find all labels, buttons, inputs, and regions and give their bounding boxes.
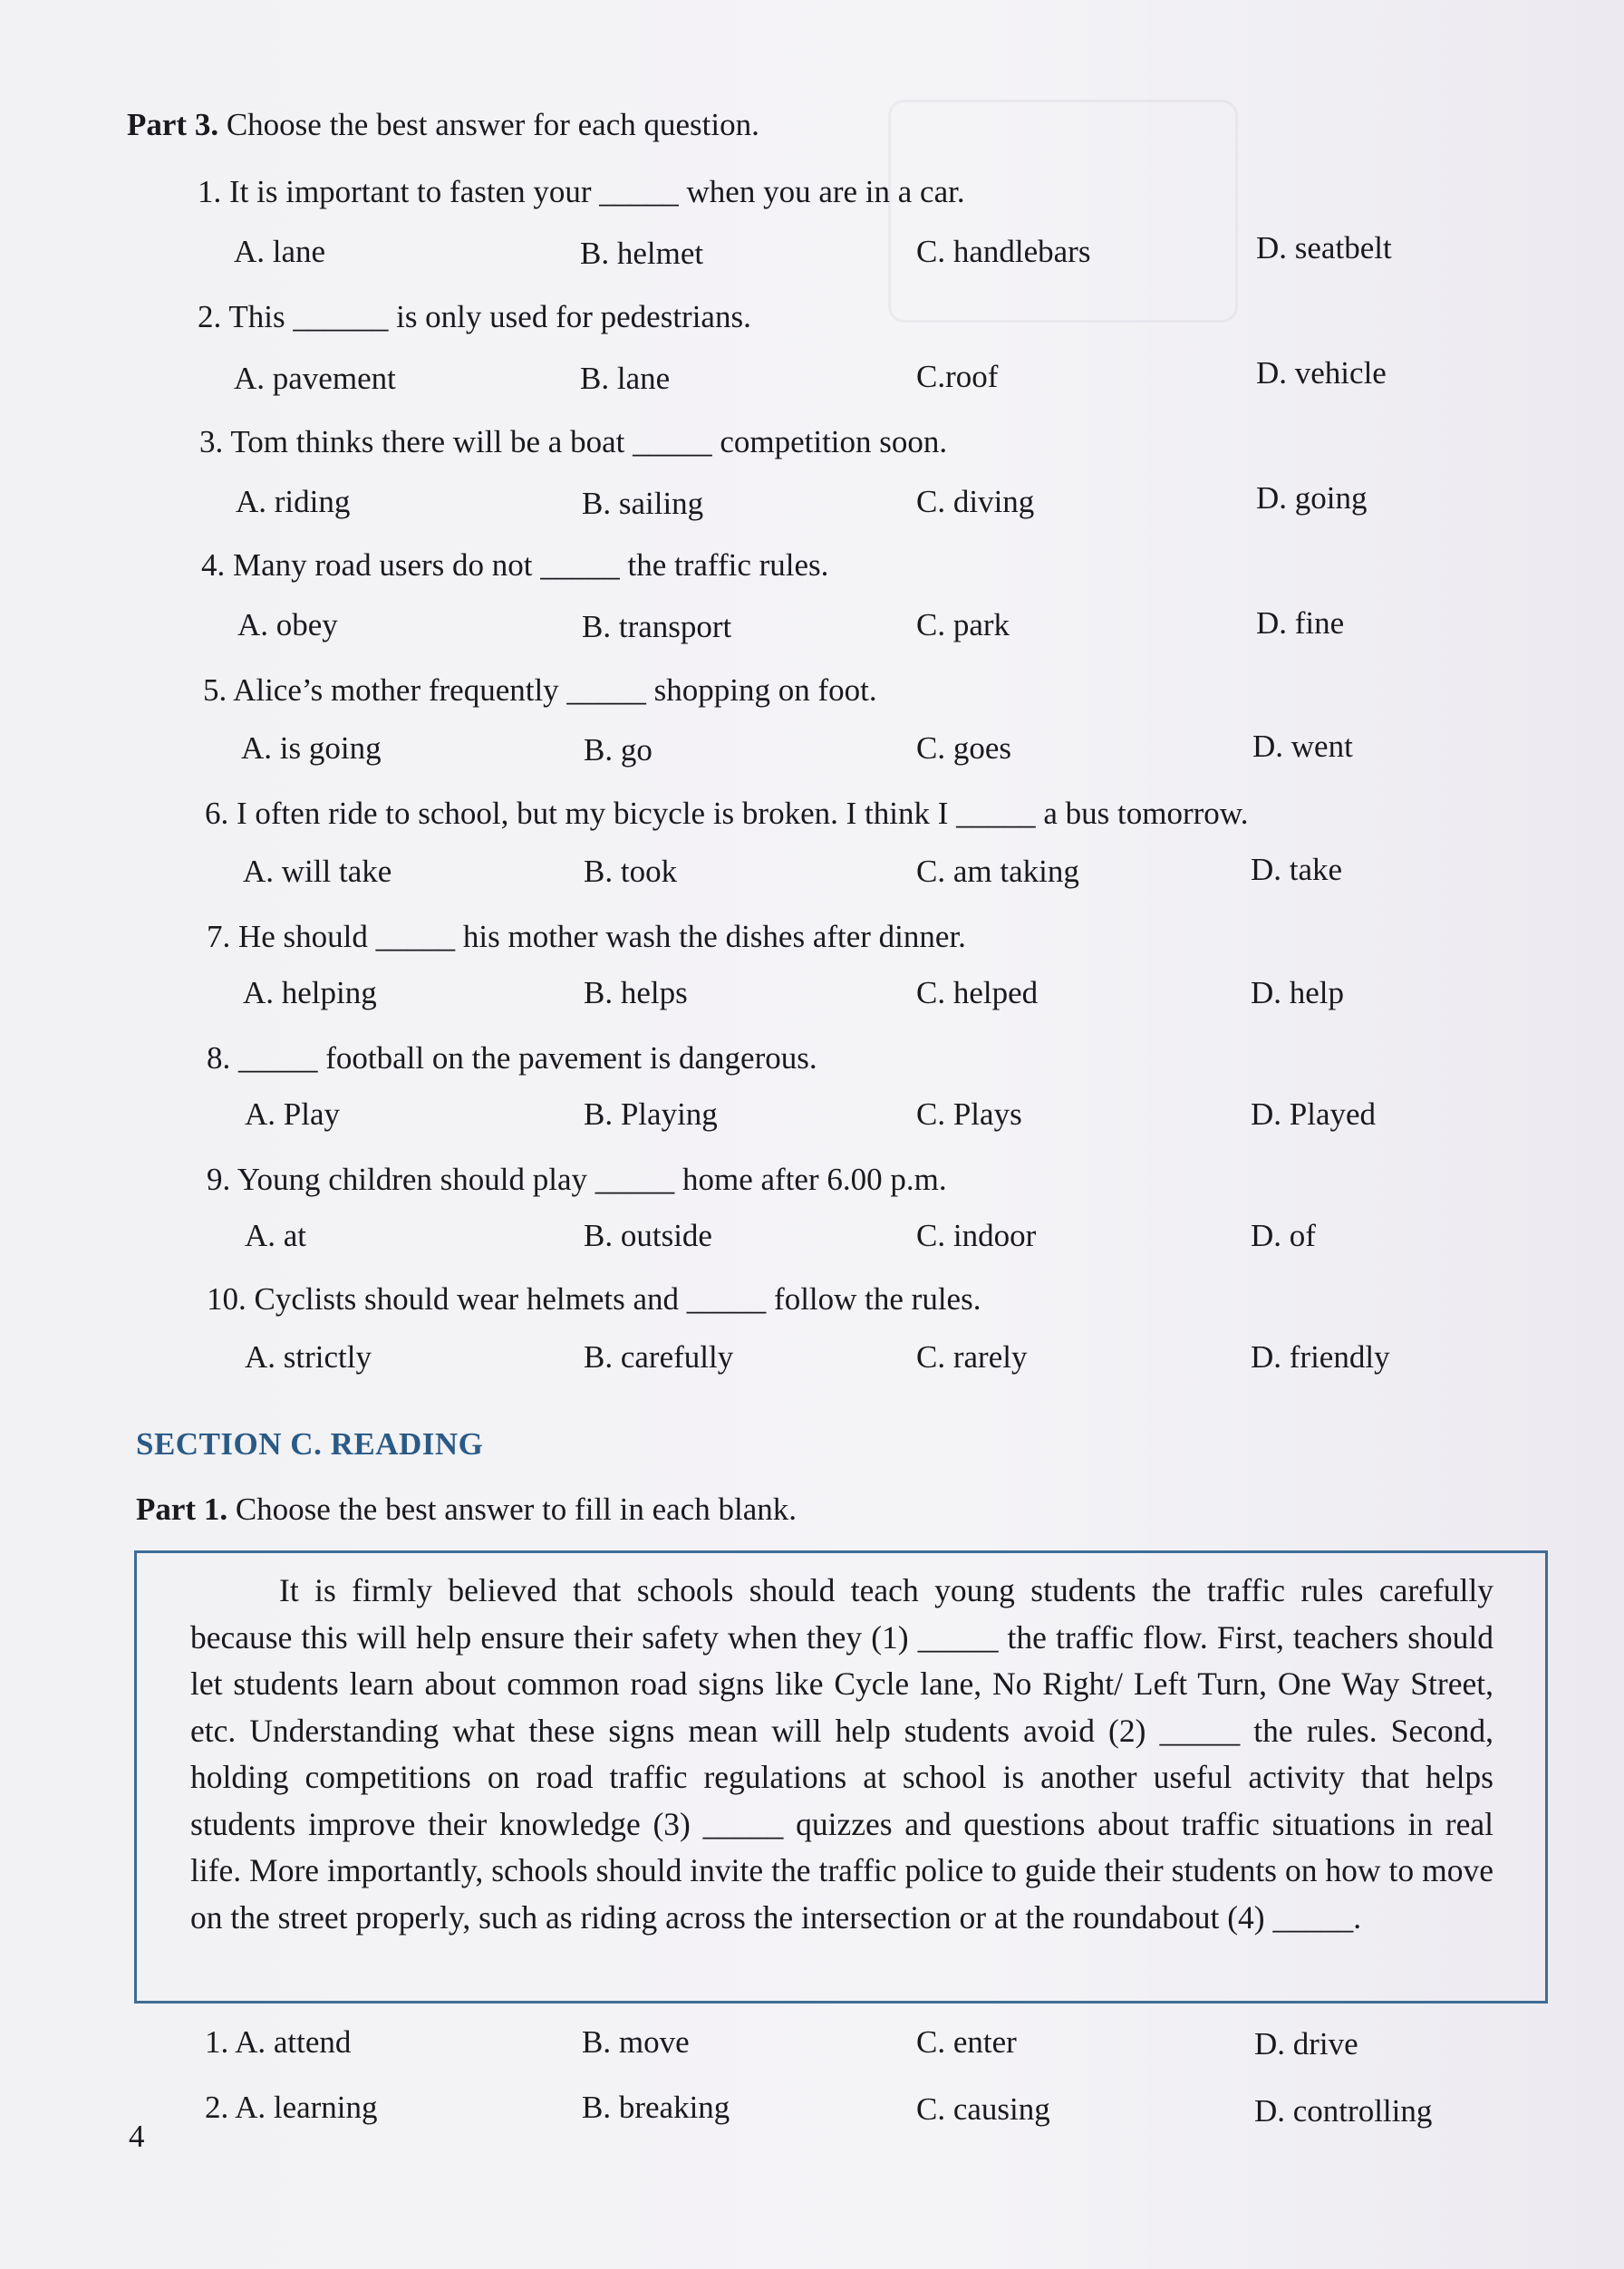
q2-option-a[interactable]: A. pavement: [234, 361, 396, 396]
part3-heading: [127, 107, 759, 143]
r2-option-a[interactable]: 2. A. learning: [205, 2090, 378, 2125]
q4-option-c[interactable]: C. park: [916, 607, 1010, 642]
q5-option-d[interactable]: D. went: [1252, 729, 1353, 764]
q10-option-b[interactable]: B. carefully: [584, 1339, 734, 1375]
q6-option-d[interactable]: D. take: [1251, 852, 1343, 887]
q4-option-d[interactable]: D. fine: [1256, 605, 1345, 641]
q3-option-c[interactable]: C. diving: [916, 484, 1035, 519]
part3-label: Part 3.: [127, 107, 219, 142]
r2-option-c[interactable]: C. causing: [916, 2091, 1050, 2127]
reading-passage: It is firmly believed that schools should teach young students the traffic rules carefully because this will help ensure their safety when they (1) _____ the traffic flow. First, teachers should let students learn about common road signs like Cycle lane, No Right/ Left Turn, One Way Street, etc. Understanding what these signs mean will help students avoid (2) _____ the rules. Second, holding competitions on road traffic regulations at school is another useful activity that helps students improve their knowledge (3) _____ quizzes and questions about traffic situations in real life. More importantly, schools should invite the traffic police to guide their students on how to move on the street properly, such as riding across the intersection or at the roundabout (4) _____.: [190, 1572, 1494, 1936]
reading-part1-label: Part 1.: [136, 1492, 228, 1527]
q7-option-c[interactable]: C. helped: [916, 975, 1039, 1010]
question-2: 2. This ______ is only used for pedestrians.: [198, 299, 751, 334]
section-c-title: SECTION C. READING: [136, 1426, 484, 1462]
q5-option-b[interactable]: B. go: [584, 732, 652, 768]
q3-option-b[interactable]: B. sailing: [582, 486, 704, 521]
reading-part1-instruction: Choose the best answer to fill in each blank.: [235, 1492, 797, 1527]
q9-option-a[interactable]: A. at: [245, 1218, 307, 1253]
q1-option-b[interactable]: B. helmet: [580, 236, 704, 271]
r1-option-d[interactable]: D. drive: [1254, 2026, 1358, 2061]
question-5: 5. Alice’s mother frequently _____ shopping on foot.: [203, 672, 877, 708]
q1-option-d[interactable]: D. seatbelt: [1256, 230, 1392, 266]
page-number: 4: [129, 2119, 145, 2154]
q5-option-c[interactable]: C. goes: [916, 730, 1011, 766]
q9-option-c[interactable]: C. indoor: [916, 1218, 1037, 1253]
q2-option-b[interactable]: B. lane: [580, 361, 671, 396]
question-4: 4. Many road users do not _____ the traffic rules.: [201, 547, 829, 583]
q8-option-c[interactable]: C. Plays: [916, 1096, 1022, 1132]
r1-option-b[interactable]: B. move: [582, 2024, 690, 2060]
q10-option-a[interactable]: A. strictly: [245, 1339, 372, 1375]
q3-option-a[interactable]: A. riding: [236, 484, 351, 519]
q8-option-d[interactable]: D. Played: [1251, 1096, 1377, 1132]
q10-option-c[interactable]: C. rarely: [916, 1339, 1028, 1375]
question-6: 6. I often ride to school, but my bicycle is broken. I think I _____ a bus tomorrow.: [205, 796, 1249, 831]
r1-option-a[interactable]: 1. A. attend: [205, 2024, 352, 2060]
q6-option-b[interactable]: B. took: [584, 854, 678, 889]
question-9: 9. Young children should play _____ home after 6.00 p.m.: [207, 1162, 947, 1197]
part3-instruction: Choose the best answer for each question.: [226, 107, 759, 142]
r1-option-c[interactable]: C. enter: [916, 2024, 1017, 2060]
q4-option-a[interactable]: A. obey: [237, 607, 338, 642]
q3-option-d[interactable]: D. going: [1256, 480, 1368, 516]
question-3: 3. Tom thinks there will be a boat _____ competition soon.: [199, 424, 948, 459]
r2-option-b[interactable]: B. breaking: [582, 2090, 730, 2125]
q7-option-a[interactable]: A. helping: [243, 975, 377, 1010]
q8-option-a[interactable]: A. Play: [245, 1096, 340, 1132]
q1-option-c[interactable]: C. handlebars: [916, 234, 1091, 269]
question-7: 7. He should _____ his mother wash the dishes after dinner.: [207, 919, 966, 954]
q9-option-b[interactable]: B. outside: [584, 1218, 712, 1253]
q1-option-a[interactable]: A. lane: [234, 234, 326, 269]
q9-option-d[interactable]: D. of: [1251, 1218, 1316, 1253]
q7-option-b[interactable]: B. helps: [584, 975, 688, 1010]
q10-option-d[interactable]: D. friendly: [1251, 1339, 1390, 1375]
question-8: 8. _____ football on the pavement is dangerous.: [207, 1040, 817, 1076]
q8-option-b[interactable]: B. Playing: [584, 1096, 718, 1132]
q6-option-a[interactable]: A. will take: [243, 854, 392, 889]
q4-option-b[interactable]: B. transport: [582, 609, 732, 644]
question-10: 10. Cyclists should wear helmets and _____ follow the rules.: [207, 1281, 981, 1317]
q2-option-d[interactable]: D. vehicle: [1256, 355, 1387, 391]
bleed-through-illustration: [888, 100, 1238, 323]
question-1: 1. It is important to fasten your _____ when you are in a car.: [198, 174, 965, 209]
r2-option-d[interactable]: D. controlling: [1254, 2093, 1433, 2129]
q6-option-c[interactable]: C. am taking: [916, 854, 1079, 889]
reading-part1-heading: [136, 1492, 797, 1528]
q5-option-a[interactable]: A. is going: [241, 730, 382, 766]
q2-option-c[interactable]: C.roof: [916, 359, 999, 394]
q7-option-d[interactable]: D. help: [1251, 975, 1345, 1010]
